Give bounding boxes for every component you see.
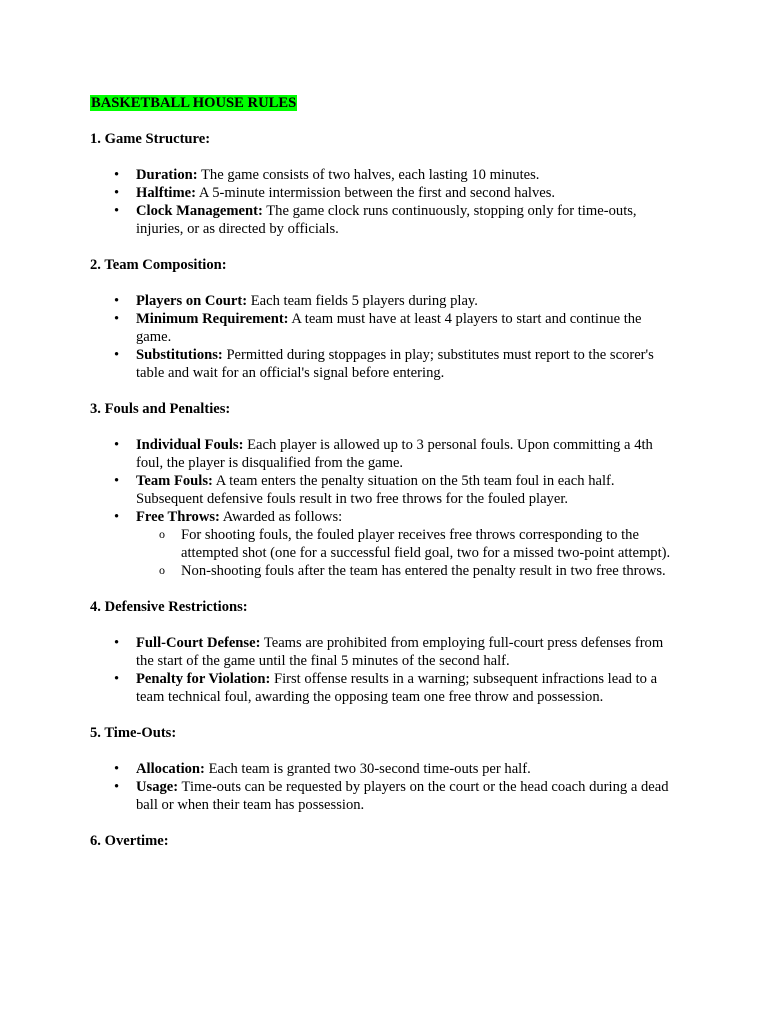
section-heading-overtime: 6. Overtime: [90,833,169,849]
section-heading-game-structure: 1. Game Structure: [90,131,211,147]
item-term: Substitutions: [136,347,223,363]
section-heading-time-outs: 5. Time-Outs: [90,725,177,741]
bullet-list-time-outs [90,760,680,814]
title-highlight: BASKETBALL HOUSE RULES [91,95,297,111]
section-heading-defensive-restrictions: 4. Defensive Restrictions: [90,599,248,615]
item-text: Awarded as follows: [219,509,343,525]
item-term: Minimum Requirement: [136,311,289,327]
item-text: A team enters the penalty situation on the 5th team foul in each half. Subsequent defensive fouls result in two free throws for the fouled player. [136,473,615,507]
list-item [90,346,680,382]
item-term: Allocation: [136,761,205,777]
item-term: Players on Court: [136,293,248,309]
list-item [90,436,680,472]
item-term: Duration: [136,167,198,183]
item-term: Halftime: [136,185,196,201]
list-item [90,760,680,778]
list-item [90,310,680,346]
item-text: The game consists of two halves, each lasting 10 minutes. [197,167,540,183]
list-item [90,184,680,202]
section-heading-team-composition: 2. Team Composition: [90,257,227,273]
item-text: A team must have at least 4 players to start and continue the game. [136,311,642,345]
item-text: First offense results in a warning; subsequent infractions lead to a team technical foul, awarding the opposing team one free throw and possession. [136,671,658,705]
list-item [90,508,680,580]
item-term: Penalty for Violation: [136,671,271,687]
bullet-list-defensive-restrictions [90,634,680,706]
list-item [90,778,680,814]
list-item [90,202,680,238]
item-text: Each player is allowed up to 3 personal fouls. Upon committing a 4th foul, the player is disqualified from the game. [136,437,653,471]
item-term: Individual Fouls: [136,437,244,453]
item-text: Each team is granted two 30-second time-outs per half. [204,761,531,777]
item-text: The game clock runs continuously, stopping only for time-outs, injuries, or as directed by officials. [136,203,637,237]
bullet-list-team-composition [90,292,680,382]
document-title [90,94,297,112]
list-item [90,472,680,508]
bullet-list-game-structure [90,166,680,238]
list-item [90,670,680,706]
sub-list-free-throws [136,526,680,580]
item-text: A 5-minute intermission between the first and second halves. [195,185,556,201]
item-term: Usage: [136,779,179,795]
sub-list-item: o For shooting fouls, the fouled player receives free throws corresponding to the attempted shot (one for a successful field goal, two for a missed two-point attempt). [136,526,680,562]
item-text: Permitted during stoppages in play; substitutes must report to the scorer's table and wait for an official's signal before entering. [136,347,654,381]
item-term: Full-Court Defense: [136,635,261,651]
list-item [90,292,680,310]
list-item [90,634,680,670]
item-text: Teams are prohibited from employing full-court press defenses from the start of the game until the final 5 minutes of the second half. [136,635,664,669]
item-term: Clock Management: [136,203,263,219]
item-term: Team Fouls: [136,473,213,489]
section-heading-fouls-and-penalties: 3. Fouls and Penalties: [90,401,231,417]
document-body [90,130,680,868]
item-text: Time-outs can be requested by players on the court or the head coach during a dead ball or when their team has possession. [136,779,669,813]
list-item [90,166,680,184]
item-text: Each team fields 5 players during play. [247,293,478,309]
bullet-list-fouls-and-penalties [90,436,680,580]
sub-list-item: o Non-shooting fouls after the team has entered the penalty result in two free throws. [136,562,680,580]
item-term: Free Throws: [136,509,220,525]
